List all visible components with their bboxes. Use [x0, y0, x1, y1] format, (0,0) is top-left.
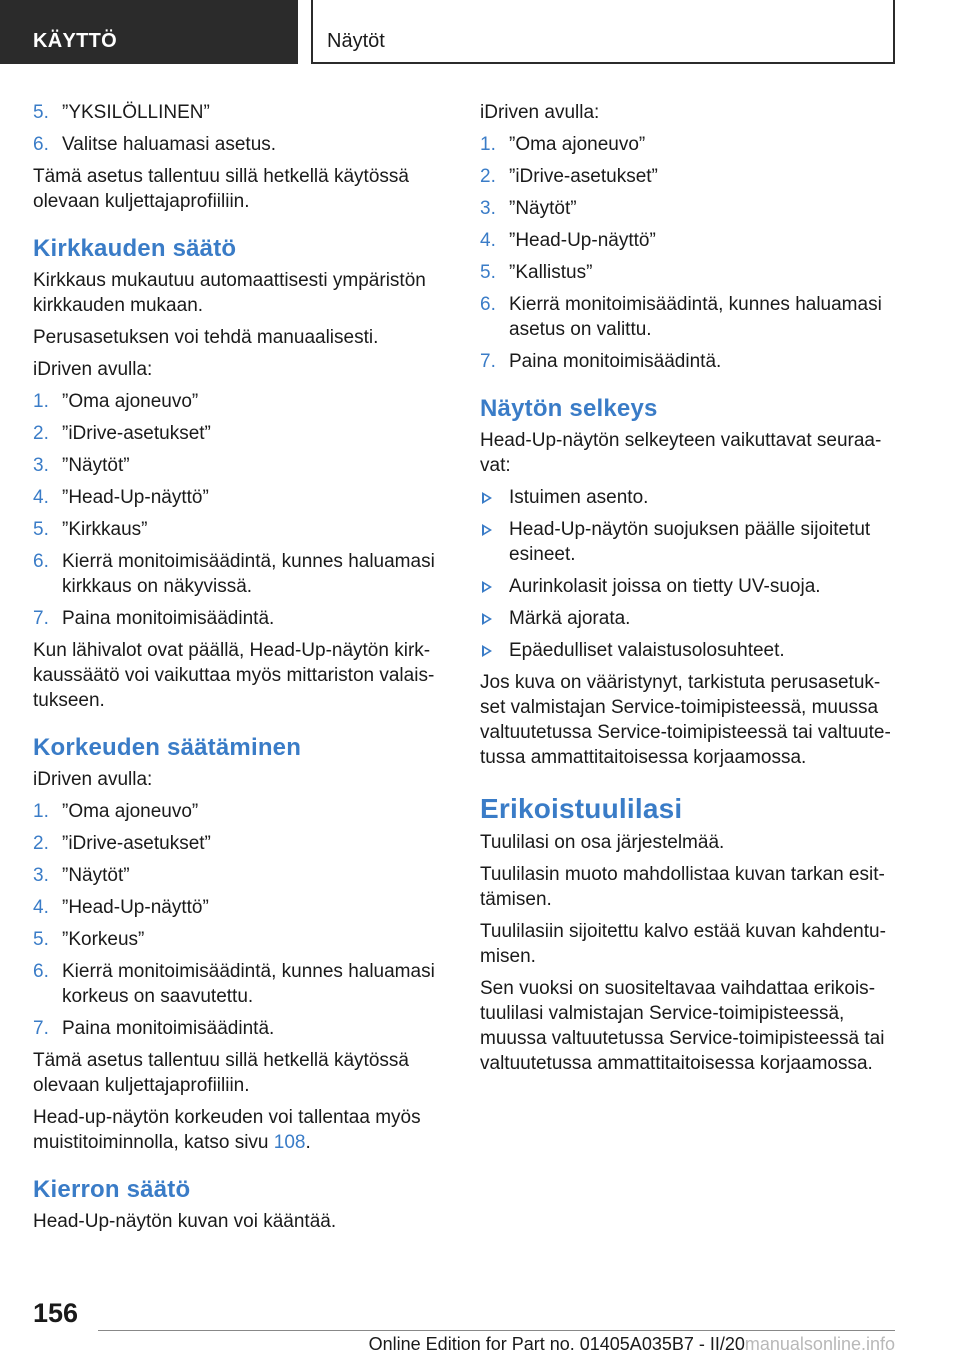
step-text: ”Oma ajoneuvo”: [509, 134, 646, 155]
heading-brightness: Kirkkauden säätö: [33, 235, 237, 262]
step-number: 6.: [33, 134, 49, 155]
text: Head-up-näytön korkeuden voi tallentaa myös muistitoiminnolla, katso sivu: [33, 1107, 421, 1153]
list-item: [480, 574, 895, 599]
step-number: 2.: [33, 423, 49, 444]
list-item: [480, 132, 895, 157]
step-text: ”Näytöt”: [509, 198, 577, 219]
step-text: ”Oma ajoneuvo”: [62, 391, 199, 412]
step-number: 3.: [33, 865, 49, 886]
step-text: Paina monitoimisäädintä.: [62, 608, 275, 629]
list-item: [33, 485, 443, 510]
triangle-bullet-icon: [482, 645, 492, 657]
intro-steps-list: [33, 100, 443, 157]
step-text: ”Head-Up-näyttö”: [62, 897, 209, 918]
paragraph: Perusasetuksen voi tehdä manuaalisesti.: [33, 327, 379, 348]
bullet-text: Istuimen asento.: [509, 487, 649, 508]
header-chapter-tab: Näytöt: [311, 0, 895, 64]
paragraph: Sen vuoksi on suositeltavaa vaihdattaa erikoistuulilasi valmistajan Service-toimipisteessä, muussa valtuutetussa Service-toimipisteessä tai valtuutetussa ammattitaitoisessa korjaamossa.: [480, 978, 885, 1074]
step-text: ”iDrive-asetukset”: [62, 423, 211, 444]
paragraph: Kirkkaus mukautuu automaattisesti ympäristön kirkkauden mukaan.: [33, 270, 426, 316]
footer-edition: [278, 1334, 895, 1355]
step-text: Valitse haluamasi asetus.: [62, 134, 277, 155]
list-item: [33, 549, 443, 599]
step-number: 2.: [480, 166, 496, 187]
step-number: 5.: [480, 262, 496, 283]
step-number: 4.: [480, 230, 496, 251]
step-number: 5.: [33, 519, 49, 540]
paragraph: Jos kuva on vääristynyt, tarkistuta perusasetukset valmistajan Service-toimipisteessä, muussa valtuutetussa Service-toimipisteessä tai valtuutetussa ammattitaitoisessa korjaamossa.: [480, 672, 891, 768]
step-number: 6.: [33, 551, 49, 572]
step-text: ”Kallistus”: [509, 262, 593, 283]
step-number: 5.: [33, 929, 49, 950]
page-number: 156: [33, 1298, 79, 1328]
paragraph: Tuulilasin muoto mahdollistaa kuvan tarkan esittämisen.: [480, 864, 885, 910]
clarity-bullet-list: [480, 485, 895, 663]
step-text: Kierrä monitoimisäädintä, kunnes haluamasi korkeus on saavutettu.: [62, 961, 435, 1007]
step-text: ”Näytöt”: [62, 865, 130, 886]
triangle-bullet-icon: [482, 524, 492, 536]
paragraph: iDriven avulla:: [480, 102, 600, 123]
list-item: [33, 606, 443, 631]
list-item: [480, 517, 895, 567]
list-item: [33, 421, 443, 446]
paragraph: Head-Up-näytön selkeyteen vaikuttavat seuraavat:: [480, 430, 882, 476]
list-item: [33, 389, 443, 414]
list-item: [33, 1016, 443, 1041]
bullet-text: Epäedulliset valaistusolosuhteet.: [509, 640, 785, 661]
step-number: 1.: [480, 134, 496, 155]
step-text: ”iDrive-asetukset”: [509, 166, 658, 187]
paragraph: Tuulilasi on osa järjestelmää.: [480, 832, 725, 853]
triangle-bullet-icon: [482, 613, 492, 625]
paragraph: Head-Up-näytön kuvan voi kääntää.: [33, 1211, 337, 1232]
list-item: [480, 164, 895, 189]
list-item: [33, 959, 443, 1009]
list-item: [33, 895, 443, 920]
triangle-bullet-icon: [482, 492, 492, 504]
right-column: [480, 100, 895, 1083]
paragraph: Tuulilasiin sijoitettu kalvo estää kuvan kahdentumisen.: [480, 921, 886, 967]
watermark: manualsonline.info: [744, 1334, 895, 1354]
list-item: [33, 453, 443, 478]
step-text: Paina monitoimisäädintä.: [62, 1018, 275, 1039]
brightness-steps-list: [33, 389, 443, 631]
step-text: ”Oma ajoneuvo”: [62, 801, 199, 822]
heading-windshield: Erikoistuulilasi: [480, 793, 683, 824]
step-text: ”Korkeus”: [62, 929, 145, 950]
heading-clarity: Näytön selkeys: [480, 395, 658, 422]
bullet-text: Märkä ajorata.: [509, 608, 631, 629]
list-item: [480, 292, 895, 342]
height-steps-list: [33, 799, 443, 1041]
step-number: 1.: [33, 391, 49, 412]
list-item: [480, 606, 895, 631]
header-section-tab: KÄYTTÖ: [0, 0, 298, 64]
triangle-bullet-icon: [482, 581, 492, 593]
heading-rotation: Kierron säätö: [33, 1176, 191, 1203]
intro-note: Tämä asetus tallentuu sillä hetkellä käytössä olevaan kuljettajaprofiiliin.: [33, 166, 409, 212]
paragraph: Kun lähivalot ovat päällä, Head-Up-näytön kirkkaussäätö voi vaikuttaa myös mittariston valaistukseen.: [33, 640, 435, 711]
step-text: ”Head-Up-näyttö”: [62, 487, 209, 508]
step-text: ”Näytöt”: [62, 455, 130, 476]
list-item: [33, 863, 443, 888]
list-item: [480, 485, 895, 510]
step-number: 6.: [480, 294, 496, 315]
step-text: Paina monitoimisäädintä.: [509, 351, 722, 372]
step-number: 4.: [33, 897, 49, 918]
step-text: ”iDrive-asetukset”: [62, 833, 211, 854]
footer-divider: [98, 1330, 895, 1331]
rotation-steps-list: [480, 132, 895, 374]
bullet-text: Head-Up-näytön suojuksen päälle sijoitetut esineet.: [509, 519, 871, 565]
step-text: ”YKSILÖLLINEN”: [62, 102, 210, 123]
step-text: ”Head-Up-näyttö”: [509, 230, 656, 251]
step-number: 2.: [33, 833, 49, 854]
list-item: [480, 638, 895, 663]
step-number: 3.: [33, 455, 49, 476]
step-number: 6.: [33, 961, 49, 982]
paragraph: Tämä asetus tallentuu sillä hetkellä käytössä olevaan kuljettajaprofiiliin.: [33, 1050, 409, 1096]
list-item: [33, 517, 443, 542]
list-item: [480, 349, 895, 374]
step-text: Kierrä monitoimisäädintä, kunnes haluamasi kirkkaus on näkyvissä.: [62, 551, 435, 597]
list-item: [33, 100, 443, 125]
list-item: [33, 831, 443, 856]
bullet-text: Aurinkolasit joissa on tietty UV-suoja.: [509, 576, 821, 597]
step-number: 7.: [33, 608, 49, 629]
list-item: [33, 132, 443, 157]
paragraph: iDriven avulla:: [33, 769, 153, 790]
step-text: ”Kirkkaus”: [62, 519, 148, 540]
list-item: [33, 799, 443, 824]
paragraph-with-link: [33, 1105, 443, 1155]
step-number: 7.: [480, 351, 496, 372]
list-item: [480, 260, 895, 285]
list-item: [33, 927, 443, 952]
step-number: 1.: [33, 801, 49, 822]
heading-height: Korkeuden säätäminen: [33, 734, 302, 761]
step-number: 7.: [33, 1018, 49, 1039]
edition-text: Online Edition for Part no. 01405A035B7 - II/20: [368, 1334, 745, 1354]
list-item: [480, 196, 895, 221]
text: .: [305, 1132, 311, 1153]
step-number: 5.: [33, 102, 49, 123]
step-number: 4.: [33, 487, 49, 508]
step-text: Kierrä monitoimisäädintä, kunnes haluamasi asetus on valittu.: [509, 294, 882, 340]
step-number: 3.: [480, 198, 496, 219]
page-reference-link[interactable]: 108: [273, 1132, 306, 1153]
list-item: [480, 228, 895, 253]
left-column: [33, 100, 443, 1241]
paragraph: iDriven avulla:: [33, 359, 153, 380]
